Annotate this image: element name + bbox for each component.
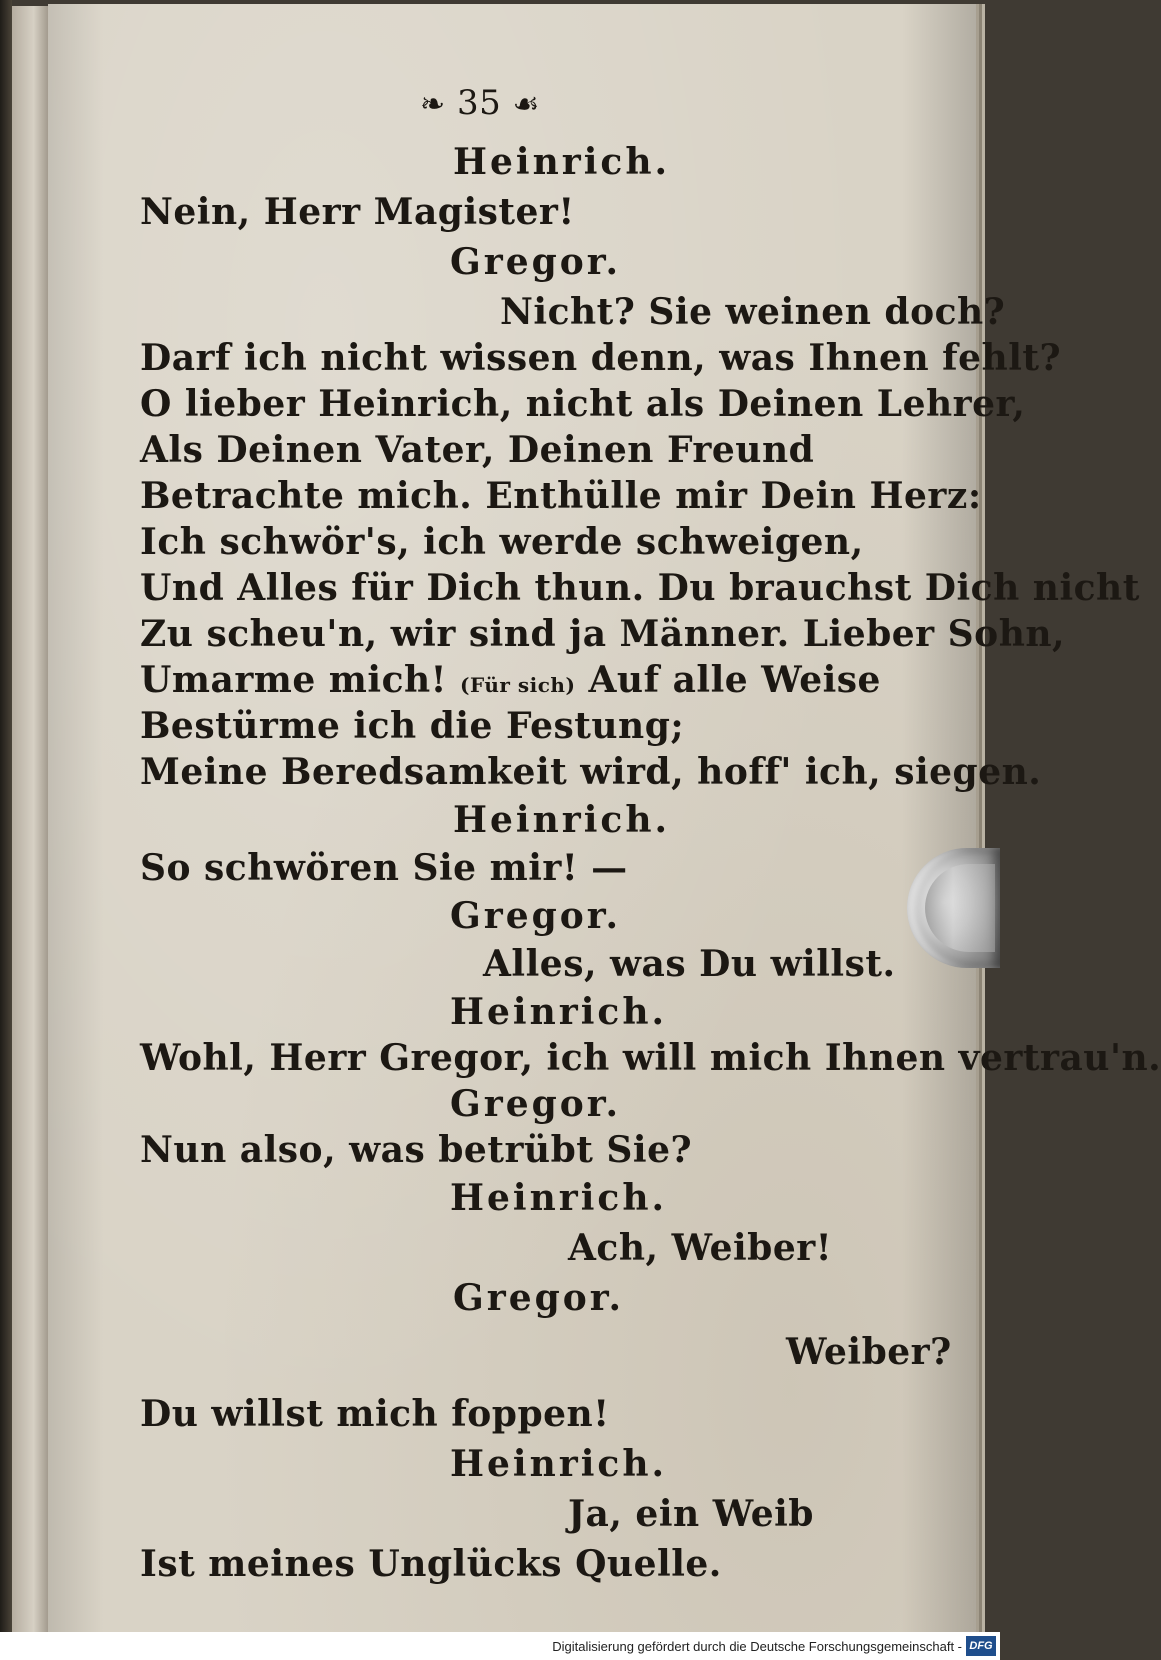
- verse-line: Nicht? Sie weinen doch?: [500, 291, 1006, 333]
- verse-line: Ach, Weiber!: [568, 1227, 833, 1269]
- funding-credit: Digitalisierung gefördert durch die Deutsche Forschungsgemeinschaft -: [552, 1639, 962, 1654]
- page-header: [420, 83, 540, 123]
- previous-page-edge: [12, 6, 50, 1646]
- digitization-footer: [0, 1632, 1000, 1660]
- speaker-heading: Heinrich.: [450, 1177, 668, 1219]
- verse-line: Betrachte mich. Enthülle mir Dein Herz:: [140, 475, 982, 517]
- verse-line: Und Alles für Dich thun. Du brauchst Dich nicht: [140, 567, 1140, 609]
- verse-line: Du willst mich foppen!: [140, 1393, 610, 1435]
- stage-direction: (Für sich): [460, 673, 576, 697]
- verse-continuation: Auf alle Weise: [588, 659, 881, 701]
- speaker-heading: Gregor.: [453, 1277, 624, 1319]
- verse-line: Darf ich nicht wissen denn, was Ihnen fehlt?: [140, 337, 1062, 379]
- verse-text: Umarme mich!: [140, 659, 447, 701]
- ornament-right-icon: ☙: [512, 87, 540, 122]
- speaker-heading: Gregor.: [450, 241, 621, 283]
- verse-line: Ist meines Unglücks Quelle.: [140, 1543, 722, 1585]
- speaker-heading: Heinrich.: [453, 141, 671, 183]
- verse-line: Wohl, Herr Gregor, ich will mich Ihnen vertrau'n.: [140, 1037, 1161, 1079]
- page-text: [48, 4, 1161, 1632]
- verse-line: Meine Beredsamkeit wird, hoff' ich, siegen.: [140, 751, 1042, 793]
- speaker-heading: Heinrich.: [450, 1443, 668, 1485]
- speaker-heading: Gregor.: [450, 895, 621, 937]
- verse-line: Alles, was Du willst.: [483, 943, 896, 985]
- verse-line: Nein, Herr Magister!: [140, 191, 575, 233]
- speaker-heading: Heinrich.: [450, 991, 668, 1033]
- verse-line: O lieber Heinrich, nicht als Deinen Lehrer,: [140, 383, 1026, 425]
- book-page: [48, 4, 1161, 1632]
- verse-line: Bestürme ich die Festung;: [140, 705, 685, 747]
- ornament-left-icon: ❧: [420, 87, 446, 122]
- verse-line: Ich schwör's, ich werde schweigen,: [140, 521, 864, 563]
- speaker-heading: Heinrich.: [453, 799, 671, 841]
- verse-line: Als Deinen Vater, Deinen Freund: [140, 429, 815, 471]
- verse-line-with-stage-direction: [140, 659, 881, 701]
- page-number: 35: [456, 83, 502, 123]
- book-spine: [0, 0, 12, 1660]
- verse-line: Ja, ein Weib: [568, 1493, 814, 1535]
- verse-line: Weiber?: [786, 1331, 952, 1373]
- verse-line: Zu scheu'n, wir sind ja Männer. Lieber Sohn,: [140, 613, 1066, 655]
- speaker-heading: Gregor.: [450, 1083, 621, 1125]
- verse-line: Nun also, was betrübt Sie?: [140, 1129, 693, 1171]
- verse-line: So schwören Sie mir! —: [140, 847, 628, 889]
- dfg-logo-icon: DFG: [966, 1636, 996, 1656]
